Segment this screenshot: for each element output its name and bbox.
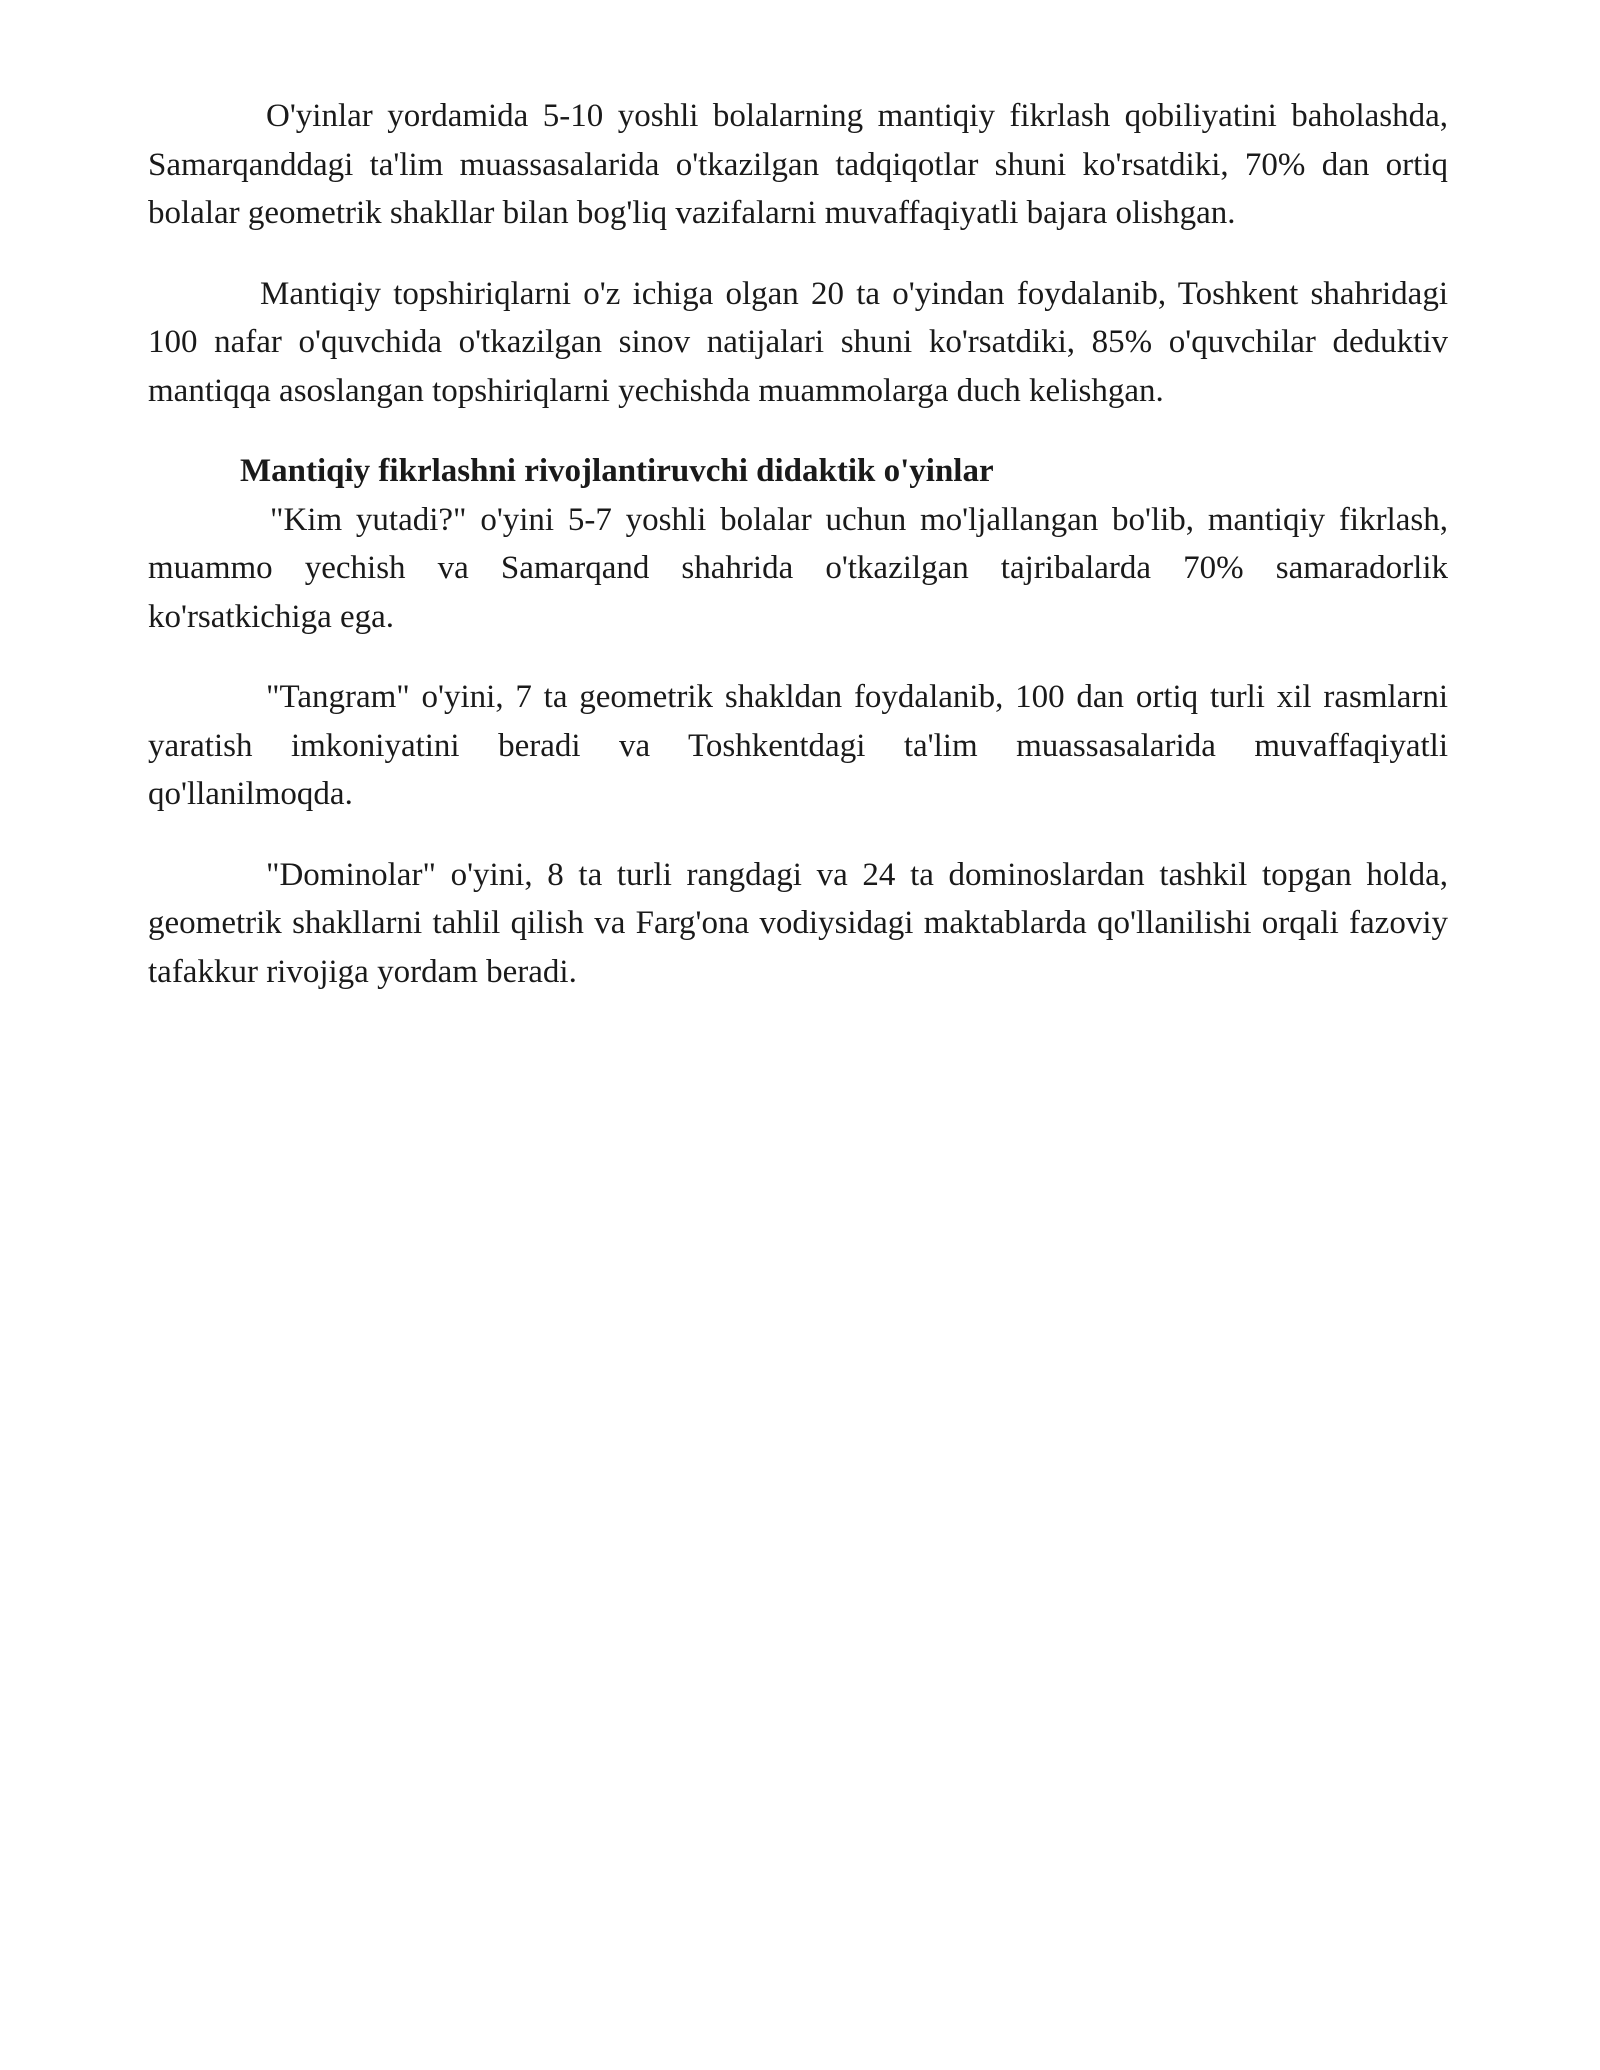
paragraph-dominolar: "Dominolar" o'yini, 8 ta turli rangdagi va 24 ta dominoslardan tashkil topgan holda, geometrik shakllarni tahlil qilish va Farg'ona vodiysidagi maktablarda qo'llanilishi orqali fazoviy tafakkur rivojiga yordam beradi. — [148, 856, 1448, 990]
section-heading: Mantiqiy fikrlashni rivojlantiruvchi didaktik o'yinlar — [240, 453, 994, 489]
paragraph-tangram: "Tangram" o'yini, 7 ta geometrik shakldan foydalanib, 100 dan ortiq turli xil rasmlarni yaratish imkoniyatini beradi va Toshkentdagi ta'lim muassasalarida muvaffaqiyatli qo'llanilmoqda. — [148, 679, 1448, 812]
paragraph-intro-games-assessment: O'yinlar yordamida 5-10 yoshli bolalarning mantiqiy fikrlash qobiliyatini baholashda, Samarqanddagi ta'lim muassasalarida o'tkazilgan tadqiqotlar shuni ko'rsatdiki, 70% dan ortiq bolalar geometrik shakllar bilan bog'liq vazifalarni muvaffaqiyatli bajara olishgan. — [148, 98, 1448, 231]
paragraph-tashkent-test-results: Mantiqiy topshiriqlarni o'z ichiga olgan 20 ta o'yindan foydalanib, Toshkent shahridagi 100 nafar o'quvchida o'tkazilgan sinov natijalari shuni ko'rsatdiki, 85% o'quvchilar deduktiv mantiqqa asoslangan topshiriqlarni yechishda muammolarga duch kelishgan. — [148, 275, 1448, 409]
document-body — [148, 92, 1448, 996]
paragraph-kim-yutadi: "Kim yutadi?" o'yini 5-7 yoshli bolalar uchun mo'ljallangan bo'lib, mantiqiy fikrlash, muammo yechish va Samarqand shahrida o'tkazilgan tajribalarda 70% samaradorlik ko'rsatkichiga ega. — [148, 501, 1448, 635]
